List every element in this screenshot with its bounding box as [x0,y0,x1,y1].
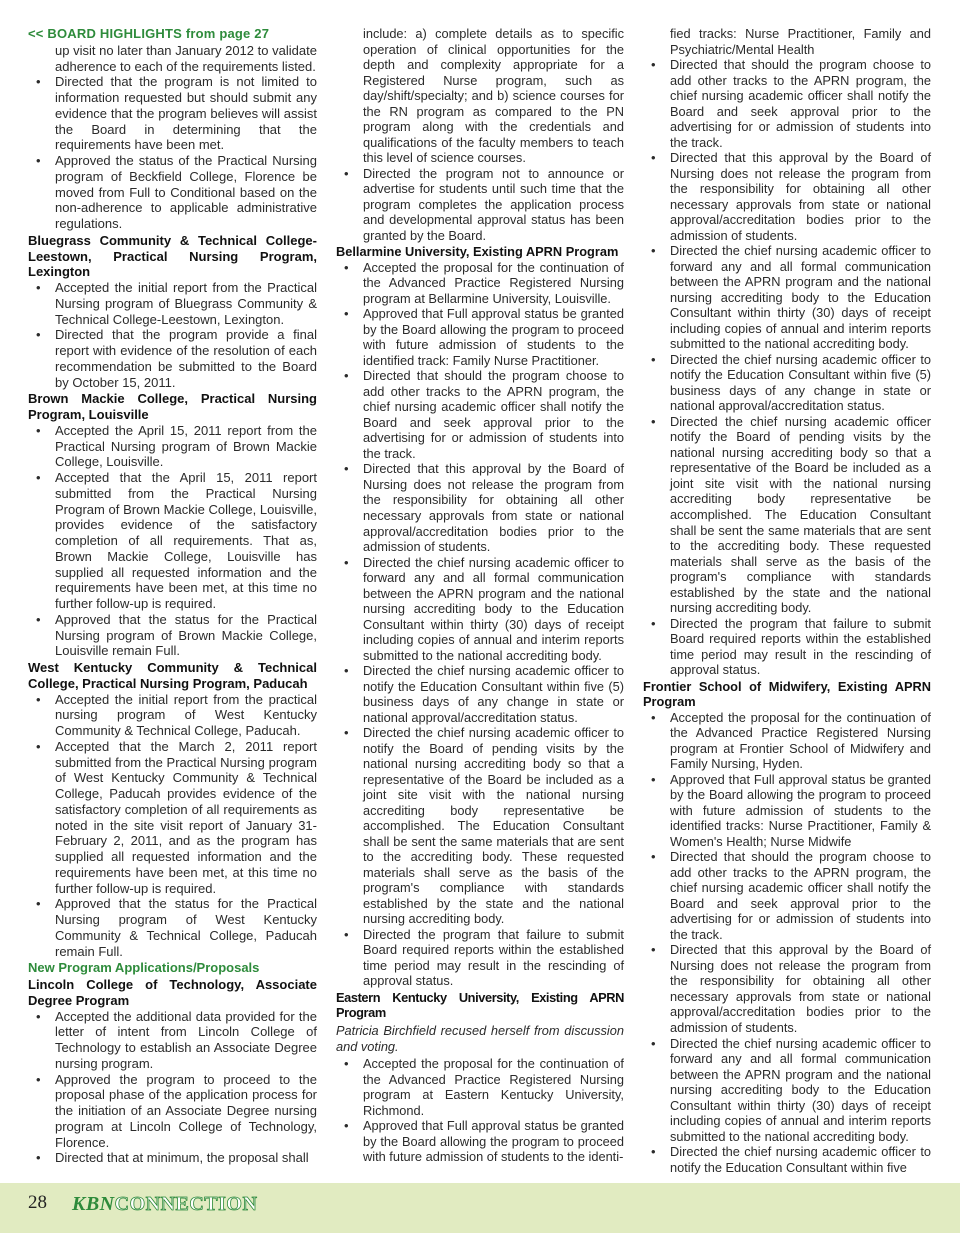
list-item: • Directed that should the program choose to add other tracks to the APRN program, the chief nursing academic officer shall notify the Board and seek approval prior to the advertising for or admission of students into the track. [670,57,931,150]
bullet-list [28,692,317,960]
column-3 [643,26,931,1175]
column-2 [336,26,624,1165]
list-item: • Directed that the program is not limited to information requested but should submit any evidence that the program believes will assist the Board in determining that the requirements have been met. [55,74,317,153]
list-item: • Approved that the status for the Practical Nursing program of West Kentucky Community & Technical College, Paducah remain Full. [55,896,317,959]
logo-connection: CONNECTION [114,1193,258,1215]
list-item: • Accepted the additional data provided for the letter of intent from Lincoln College of Technology to establish an Associate Degree nursing program. [55,1009,317,1072]
recusal-note: Patricia Birchfield recused herself from discussion and voting. [336,1023,624,1054]
continued-from-link[interactable]: << BOARD HIGHLIGHTS from page 27 [28,26,270,41]
list-item: • Directed that the program provide a final report with evidence of the resolution of each recommendation be submitted to the Board by October 15, 2011. [55,327,317,390]
program-title: Bellarmine University, Existing APRN Program [336,244,619,260]
list-item: • Approved that the status for the Practical Nursing program of Brown Mackie College, Louisville remain Full. [55,612,317,659]
list-item: • Accepted the initial report from the practical nursing program of West Kentucky Community & Technical College, Paducah. [55,692,317,739]
continued-paragraph: up visit no later than January 2012 to validate adherence to each of the requirements listed. [55,42,317,74]
list-item: • Directed the chief nursing academic officer to forward any and all formal communication between the APRN program and the national nursing accrediting body to the Education Consultant within thirty (30) days of receipt including copies of annual and interim reports submitted to the national accrediting body. [670,1036,931,1145]
list-item: • Directed that this approval by the Board of Nursing does not release the program from the responsibility for obtaining all other necessary approvals from state or national approval/accreditation bodies prior to the admission of students. [670,150,931,243]
logo-kbn: KBN [72,1193,115,1215]
list-item: • Directed that this approval by the Board of Nursing does not release the program from the responsibility for obtaining all other necessary approvals from state or national approval/accreditation bodies prior to the admission of students. [363,461,624,554]
list-item: • Directed the chief nursing academic officer to forward any and all formal communication between the APRN program and the national nursing accrediting body to the Education Consultant within thirty (30) days of receipt including copies of annual and interim reports submitted to the national accrediting body. [363,555,624,664]
list-item: • Directed the chief nursing academic officer to notify the Education Consultant within five (5) business days of any change in state or national approval/accreditation status. [670,352,931,414]
list-item: • Directed that this approval by the Board of Nursing does not release the program from the responsibility for obtaining all other necessary approvals from state or national approval/accreditation bodies prior to the admission of students. [670,942,931,1035]
list-item: • Directed the chief nursing academic officer to forward any and all formal communication between the APRN program and the national nursing accrediting body to the Education Consultant within thirty (30) days of receipt including copies of annual and interim reports submitted to the national accrediting body. [670,243,931,352]
list-item: • Directed the chief nursing academic officer notify the Board of pending visits by the national nursing accrediting body so that a representative of the Board be included as a joint site visit with the national nursing accrediting body representative be accomplished. The Education Consultant shall be sent the same materials that are sent to the accrediting body. These requested materials shall serve as the basis of the program's compliance with standards established by the state and the national nursing accrediting body. [670,414,931,616]
list-item: • Directed that should the program choose to add other tracks to the APRN program, the chief nursing academic officer shall notify the Board and seek approval prior to the advertising for or admission of students into the track. [363,368,624,461]
list-item: • Directed the program not to announce or advertise for students until such time that the program completes the application process and developmental approval status has been granted by the Board. [363,166,624,244]
bullet-list [336,166,624,244]
list-item: • Accepted that the April 15, 2011 report submitted from the Practical Nursing Program of Brown Mackie College, Louisville, provides evidence of the satisfactory completion of all requirements. That as, Brown Mackie College, Louisville has supplied all requested information and the requirements have been met, at this time no further follow-up is required. [55,470,317,612]
list-item: • Directed that at minimum, the proposal shall [55,1150,317,1166]
program-title: West Kentucky Community & Technical College, Practical Nursing Program, Paducah [28,660,317,691]
list-item: • Directed the chief nursing academic officer to notify the Education Consultant within five [670,1144,931,1175]
kbn-connection-logo [72,1193,257,1216]
list-item: • Directed the program that failure to submit Board required reports within the established time period may result in the rescinding of approval status. [363,927,624,989]
list-item: • Accepted the proposal for the continuation of the Advanced Practice Registered Nursing program at Frontier School of Midwifery and Family Nursing, Hyden. [670,710,931,772]
program-title: Bluegrass Community & Technical College-Leestown, Practical Nursing Program, Lexington [28,232,317,280]
list-item: • Accepted the proposal for the continuation of the Advanced Practice Registered Nursing program at Eastern Kentucky University, Richmond. [363,1056,624,1118]
continued-paragraph: fied tracks: Nurse Practitioner, Family and Psychiatric/Mental Health [670,26,931,57]
bullet-list [28,1009,317,1167]
section-heading: New Program Applications/Proposals [28,960,260,976]
bullet-list [28,280,317,390]
page-number: 28 [28,1192,47,1213]
list-item: • Accepted the April 15, 2011 report from the Practical Nursing program of Brown Mackie College, Louisville. [55,423,317,470]
list-item: • Approved the program to proceed to the proposal phase of the application process for the initiation of an Associate Degree nursing program at Lincoln College of Technology, Florence. [55,1072,317,1151]
program-title: Brown Mackie College, Practical Nursing Program, Louisville [28,391,317,422]
column-1 [28,26,317,1166]
program-title: Frontier School of Midwifery, Existing APRN Program [643,678,931,710]
program-title: Eastern Kentucky University, Existing APRN Program [336,989,624,1021]
bullet-list [28,74,317,232]
list-item: • Accepted the initial report from the Practical Nursing program of Bluegrass Community & Technical College-Leestown, Lexington. [55,280,317,327]
list-item: • Accepted the proposal for the continuation of the Advanced Practice Registered Nursing program at Bellarmine University, Louisville. [363,260,624,307]
bullet-list [336,1056,624,1165]
list-item: • Directed the chief nursing academic officer to notify the Board of pending visits by the national nursing accrediting body so that a representative of the Board be included as a joint site visit with the national nursing accrediting body representative be accomplished. The Education Consultant shall be sent the same materials that are sent to the accrediting body. These requested materials shall serve as the basis of the program's compliance with standards established by the state and the national nursing accrediting body. [363,725,624,927]
list-item: • Approved that Full approval status be granted by the Board allowing the program to proceed with future admission of students to the identi- [363,1118,624,1165]
program-title: Lincoln College of Technology, Associate Degree Program [28,977,317,1008]
bullet-list [28,423,317,659]
bullet-list [336,260,624,989]
list-item: • Approved that Full approval status be granted by the Board allowing the program to proceed with future admission of students to the identified track: Family Nurse Practitioner. [363,306,624,368]
list-item: • Accepted that the March 2, 2011 report submitted from the Practical Nursing program of West Kentucky Community & Technical College, Paducah provides evidence of the satisfactory completion of all requirements as noted in the site visit report of January 31-February 2, 2011, and as the program has supplied all requested information and the requirements have been met, at this time no further follow-up is required. [55,739,317,897]
list-item: • Approved that Full approval status be granted by the Board allowing the program to proceed with future admission of students to the identified tracks: Nurse Practitioner, Family & Women's Health; Nurse Midwife [670,772,931,850]
list-item: • Approved the status of the Practical Nursing program of Beckfield College, Florence be moved from Full to Conditional based on the non-adherence to applicable administrative regulations. [55,153,317,232]
bullet-list [643,710,931,1175]
list-item: • Directed the program that failure to submit Board required reports within the established time period may result in the rescinding of approval status. [670,616,931,678]
list-item: • Directed that should the program choose to add other tracks to the APRN program, the chief nursing academic officer shall notify the Board and seek approval prior to the advertising for or admission of students into the track. [670,849,931,942]
list-item: • Directed the chief nursing academic officer to notify the Education Consultant within five (5) business days of any change in state or national approval/accreditation status. [363,663,624,725]
continued-paragraph: include: a) complete details as to specific operation of clinical opportunities for the depth and complexity appropriate for a Registered Nurse program, such as day/shift/specialty; and b) science courses for the RN program as compared to the PN program along with the credentials and qualifications of the faculty members to teach this level of science courses. [363,26,624,166]
bullet-list [643,57,931,678]
page-footer [0,1183,960,1233]
